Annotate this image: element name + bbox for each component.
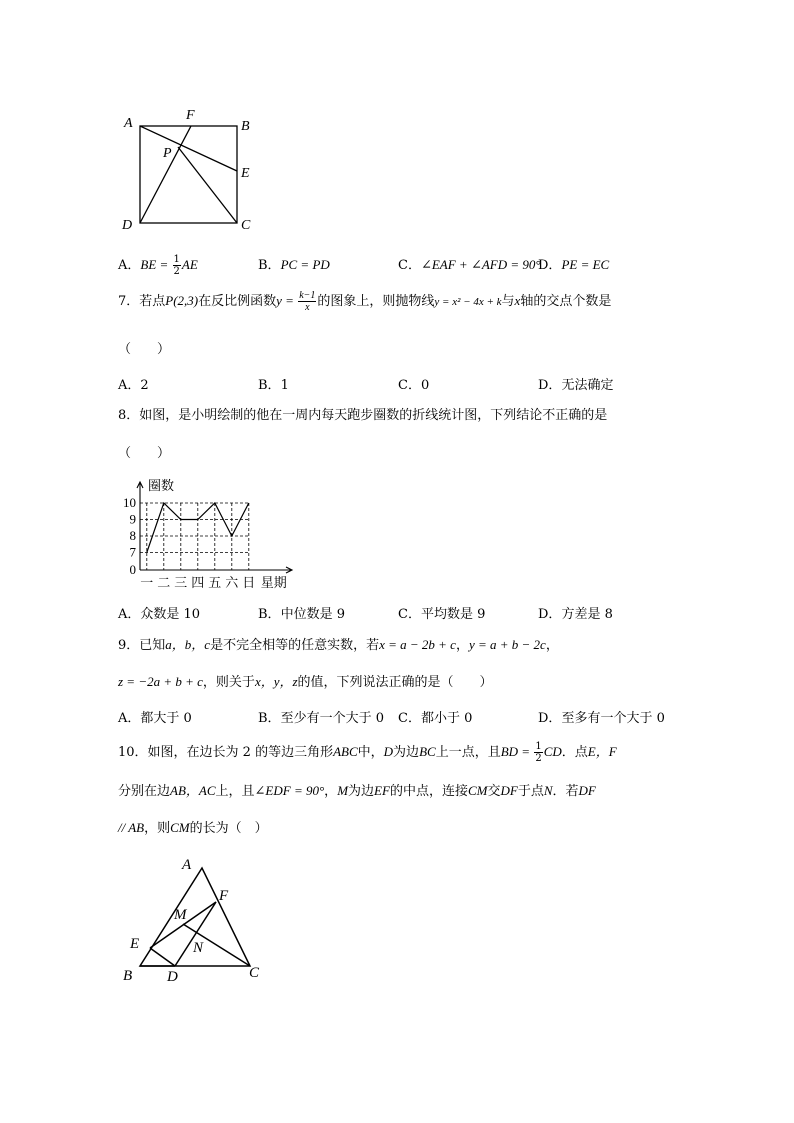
y-tick-label: 8 bbox=[129, 528, 136, 543]
fraction: $\frac{k-1}{x}$ bbox=[299, 290, 316, 313]
q10-line3: // AB，则CM的长为（ ） bbox=[118, 820, 268, 836]
q10-line1: 10．如图，在边长为 2 的等边三角形ABC中，D为边BC上一点，且BD = $\frac{1}{2}$ CD．点E，F bbox=[118, 741, 617, 764]
q10-line2: 分别在边AB，AC上，且∠EDF = 90°，M为边EF的中点，连接CM交DF于点N．若DF bbox=[118, 783, 596, 799]
triangle-figure bbox=[115, 852, 275, 992]
q8-option-c[interactable]: C．平均数是 9 bbox=[398, 607, 486, 622]
fraction: $\frac{1}{2}$ bbox=[173, 254, 180, 277]
y-axis-label: 圈数 bbox=[148, 478, 175, 493]
q6-option-b[interactable]: B．PC = PD bbox=[258, 257, 330, 273]
q9-option-a[interactable]: A．都大于 0 bbox=[118, 711, 192, 726]
q6-option-c[interactable]: C．∠EAF + ∠AFD = 90° bbox=[398, 257, 541, 273]
q9-option-d[interactable]: D．至多有一个大于 0 bbox=[538, 711, 665, 726]
fraction: $\frac{1}{2}$ bbox=[535, 741, 542, 764]
label-C: C bbox=[241, 218, 251, 233]
q8-option-a[interactable]: A．众数是 10 bbox=[118, 607, 201, 622]
q7-option-a[interactable]: A．2 bbox=[118, 378, 149, 393]
q9-line2: z = −2a + b + c，则关于x，y，z的值，下列说法正确的是（ ） bbox=[118, 674, 493, 690]
label-C: C bbox=[249, 965, 260, 981]
q7-stem: 7．若点P(2,3)在反比例函数y = $\frac{k-1}{x}$ 的图象上，则抛物线y = x² − 4x + k与x轴的交点个数是 bbox=[118, 290, 612, 313]
q7-option-c[interactable]: C．0 bbox=[398, 378, 430, 393]
y-tick-label: 7 bbox=[129, 544, 136, 560]
x-axis-label: 星期 bbox=[260, 575, 287, 590]
label-D: D bbox=[167, 969, 178, 985]
label-E: E bbox=[130, 936, 140, 952]
q7-option-d[interactable]: D．无法确定 bbox=[538, 378, 614, 393]
x-tick-label: 六 bbox=[225, 575, 239, 590]
label-F: F bbox=[219, 888, 229, 904]
q6-option-a[interactable]: A．BE = $\frac{1}{2}$ AE bbox=[118, 254, 198, 277]
q7-option-b[interactable]: B．1 bbox=[258, 378, 289, 393]
square-figure bbox=[110, 105, 270, 235]
line-chart bbox=[118, 470, 318, 595]
q9-option-c[interactable]: C．都小于 0 bbox=[398, 711, 473, 726]
q9-line1: 9．已知a，b，c是不完全相等的任意实数，若x = a − 2b + c，y = a + b − 2c， bbox=[118, 637, 559, 653]
x-tick-label: 日 bbox=[242, 575, 256, 590]
y-tick-label: 9 bbox=[129, 511, 136, 527]
q6-option-d[interactable]: D．PE = EC bbox=[538, 257, 610, 273]
x-tick-label: 四 bbox=[191, 575, 205, 590]
label-A: A bbox=[124, 116, 133, 131]
q9-option-b[interactable]: B．至少有一个大于 0 bbox=[258, 711, 384, 726]
x-tick-label: 三 bbox=[174, 575, 188, 590]
label-P: P bbox=[163, 146, 172, 161]
label-M: M bbox=[174, 907, 187, 923]
label-D: D bbox=[122, 218, 133, 233]
label-E: E bbox=[241, 166, 250, 181]
x-tick-label: 一 bbox=[140, 575, 154, 590]
label-F: F bbox=[186, 108, 195, 123]
x-tick-label: 五 bbox=[208, 575, 222, 590]
label-N: N bbox=[193, 940, 204, 956]
x-tick-label: 二 bbox=[157, 575, 171, 590]
q7-paren: （ ） bbox=[118, 342, 171, 357]
label-B: B bbox=[241, 119, 250, 134]
q8-stem: 8．如图，是小明绘制的他在一周内每天跑步圈数的折线统计图，下列结论不正确的是 bbox=[118, 408, 608, 423]
label-A: A bbox=[182, 857, 192, 873]
label-B: B bbox=[123, 968, 133, 984]
y-tick-label: 10 bbox=[123, 495, 136, 510]
q8-option-b[interactable]: B．中位数是 9 bbox=[258, 607, 345, 622]
q8-option-d[interactable]: D．方差是 8 bbox=[538, 607, 613, 622]
q8-paren: （ ） bbox=[118, 446, 171, 461]
y-tick-label: 0 bbox=[129, 562, 136, 577]
